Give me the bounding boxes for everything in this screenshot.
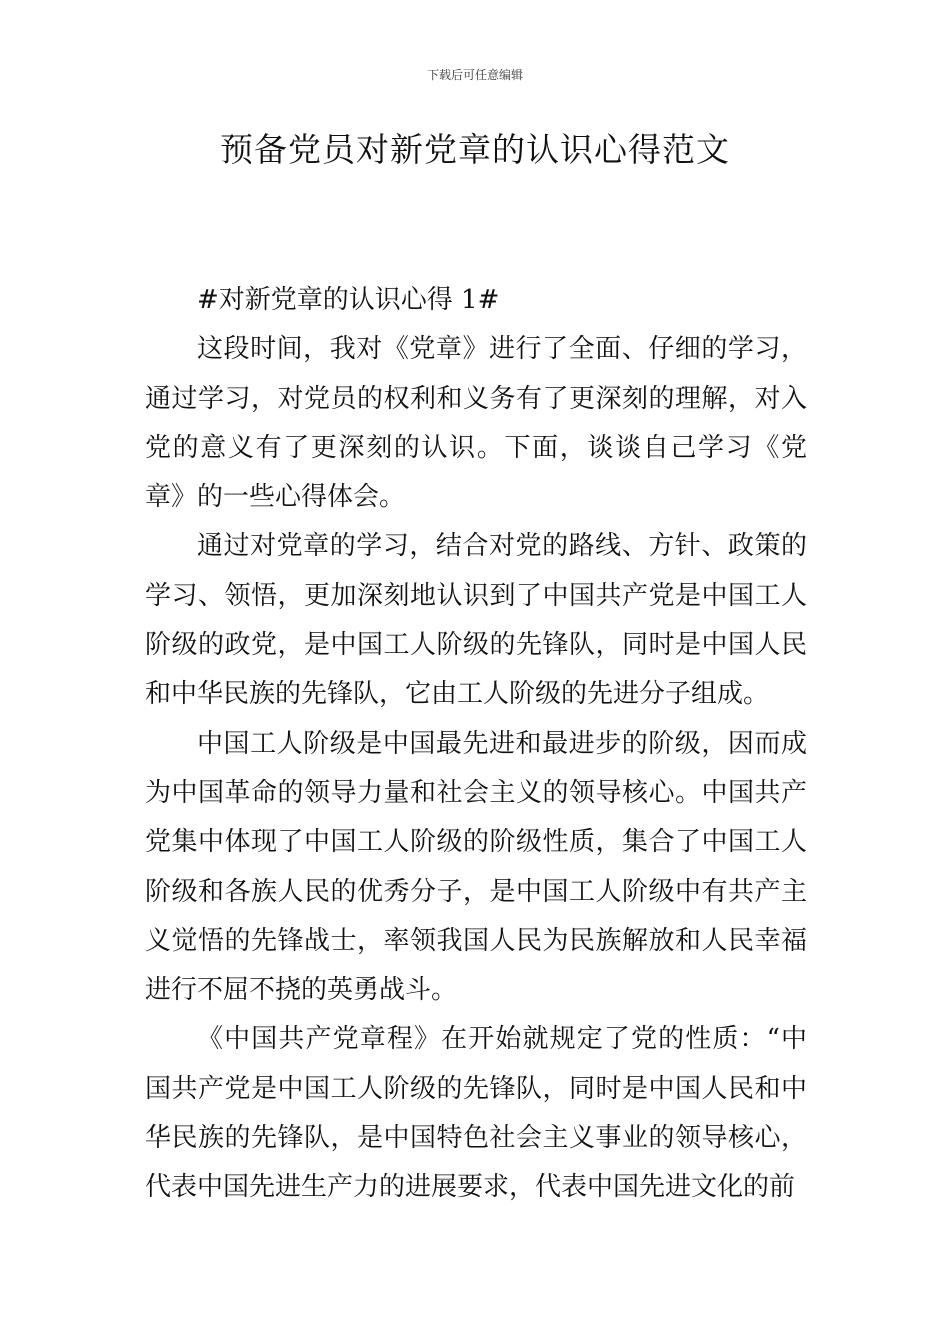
- document-body: [145, 276, 807, 1213]
- paragraph-1: 这段时间，我对《党章》进行了全面、仔细的学习，通过学习，对党员的权利和义务有了更深刻的理解，对入党的意义有了更深刻的认识。下面，谈谈自己学习《党章》的一些心得体会。: [145, 334, 807, 513]
- document-title: 预备党员对新党章的认识心得范文: [220, 130, 730, 169]
- paragraph-3: 中国工人阶级是中国最先进和最进步的阶级，因而成为中国革命的领导力量和社会主义的领导核心。中国共产党集中体现了中国工人阶级的阶级性质，集合了中国工人阶级和各族人民的优秀分子，是中国工人阶级中有共产主义觉悟的先锋战士，率领我国人民为民族解放和人民幸福进行不屈不挠的英勇战斗。: [145, 728, 807, 1006]
- header-note: 下载后可任意编辑: [426, 68, 523, 82]
- section-heading: #对新党章的认识心得 1#: [197, 285, 500, 315]
- paragraph-4: 《中国共产党章程》在开始就规定了党的性质：“中国共产党是中国工人阶级的先锋队，同时是中国人民和中华民族的先锋队，是中国特色社会主义事业的领导核心，代表中国先进生产力的进展要求，代表中国先进文化的前: [145, 1024, 807, 1203]
- paragraph-2: 通过对党章的学习，结合对党的路线、方针、政策的学习、领悟，更加深刻地认识到了中国共产党是中国工人阶级的政党，是中国工人阶级的先锋队，同时是中国人民和中华民族的先锋队，它由工人阶级的先进分子组成。: [145, 531, 807, 710]
